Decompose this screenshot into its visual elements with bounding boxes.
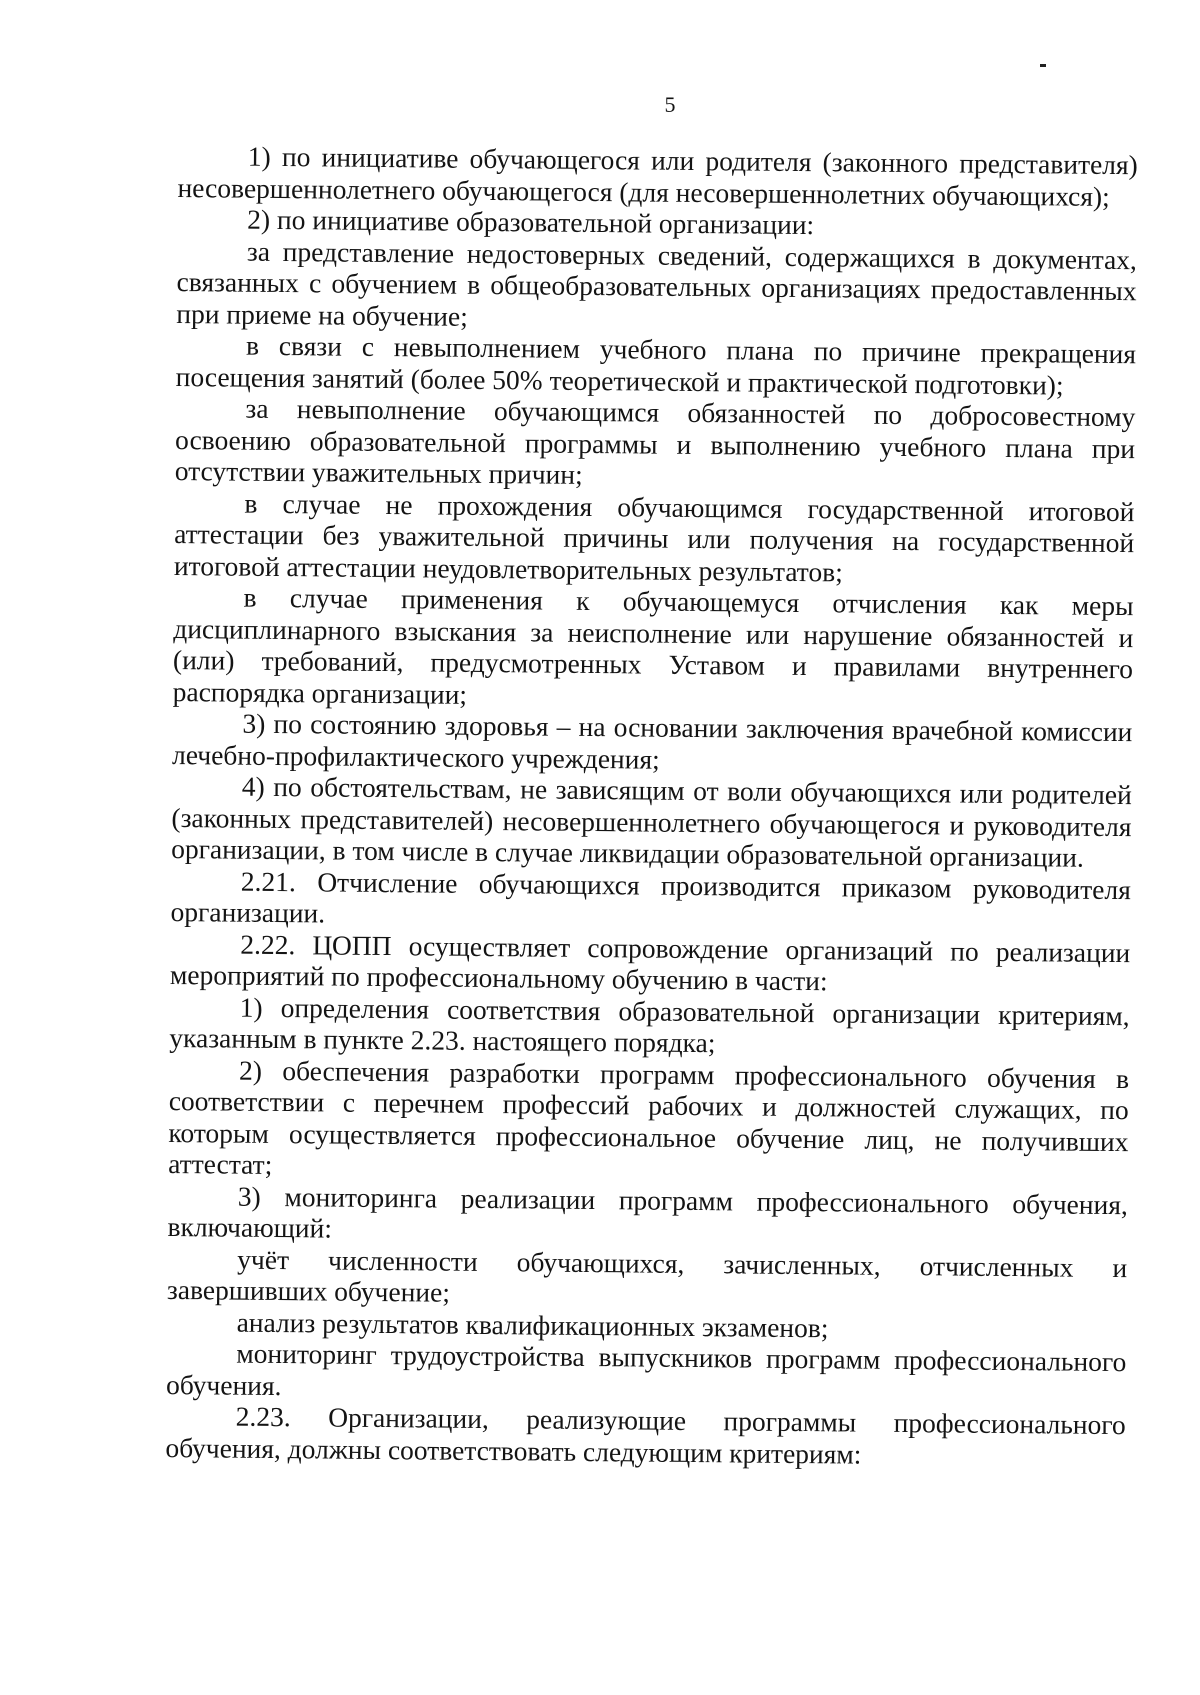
- paragraph: 2.23. Организации, реализующие программы профессионального обучения, должны соответствовать следующим критериям:: [165, 1400, 1126, 1470]
- paragraph: 2.22. ЦОПП осуществляет сопровождение организаций по реализации мероприятий по профессиональному обучению в части:: [169, 928, 1131, 997]
- paragraph: в связи с невыполнением учебного плана по причине прекращения посещения занятий (более 50% теоретической и практической подготовки);: [175, 329, 1137, 401]
- paragraph: мониторинг трудоустройства выпускников программ профессионального обучения.: [165, 1337, 1127, 1401]
- paragraph: 1) по инициативе обучающегося или родителя (законного представителя) несовершеннолетнего обучающегося (для несовершеннолетних обучающихся);: [177, 140, 1138, 212]
- scan-mark: [1040, 64, 1046, 67]
- paragraph: 2.21. Отчисление обучающихся производится приказом руководителя организации.: [170, 865, 1132, 929]
- paragraph: в случае не прохождения обучающимся государственной итоговой аттестации без уважительной причины или получения на государственной итоговой аттестации неудовлетворительных результатов;: [173, 487, 1135, 587]
- paragraph: 2) обеспечения разработки программ профессионального обучения в соответствии с перечнем профессий рабочих и должностей служащих, по которым осуществляется профессиональное обучение лиц, не получивших аттестат;: [168, 1054, 1130, 1180]
- document-body: [165, 140, 1138, 1472]
- paragraph: анализ результатов квалификационных экзаменов;: [236, 1306, 829, 1343]
- paragraph: 2) по инициативе образовательной организации:: [247, 203, 815, 241]
- paragraph: 1) определения соответствия образовательной организации критериям, указанным в пункте 2.23. настоящего порядка;: [169, 991, 1130, 1059]
- paragraph: за представление недостоверных сведений, содержащихся в документах, связанных с обучением в общеобразовательных организациях предоставленных при приеме на обучение;: [176, 235, 1138, 332]
- paragraph: в случае применения к обучающемуся отчисления как меры дисциплинарного взыскания за неисполнение или нарушение обязанностей и (или) требований, предусмотренных Уставом и правилами внутреннего распорядка организации;: [172, 581, 1134, 710]
- paragraph: 3) по состоянию здоровья – на основании заключения врачебной комиссии лечебно-профилактического учреждения;: [171, 707, 1133, 775]
- paragraph: за невыполнение обучающимся обязанностей по добросовестному освоению образовательной программы и выполнению учебного плана при отсутствии уважительных причин;: [174, 392, 1136, 490]
- paragraph: 3) мониторинга реализации программ профессионального обучения, включающий:: [167, 1180, 1128, 1244]
- paragraph: 4) по обстоятельствам, не зависящим от воли обучающихся или родителей (законных представителей) несовершеннолетнего обучающегося и руководителя организации, в том числе в случае ликвидации образовательной организации.: [171, 770, 1132, 873]
- paragraph: учёт численности обучающихся, зачисленных, отчисленных и завершивших обучение;: [166, 1243, 1128, 1308]
- page-number: 5: [664, 92, 676, 117]
